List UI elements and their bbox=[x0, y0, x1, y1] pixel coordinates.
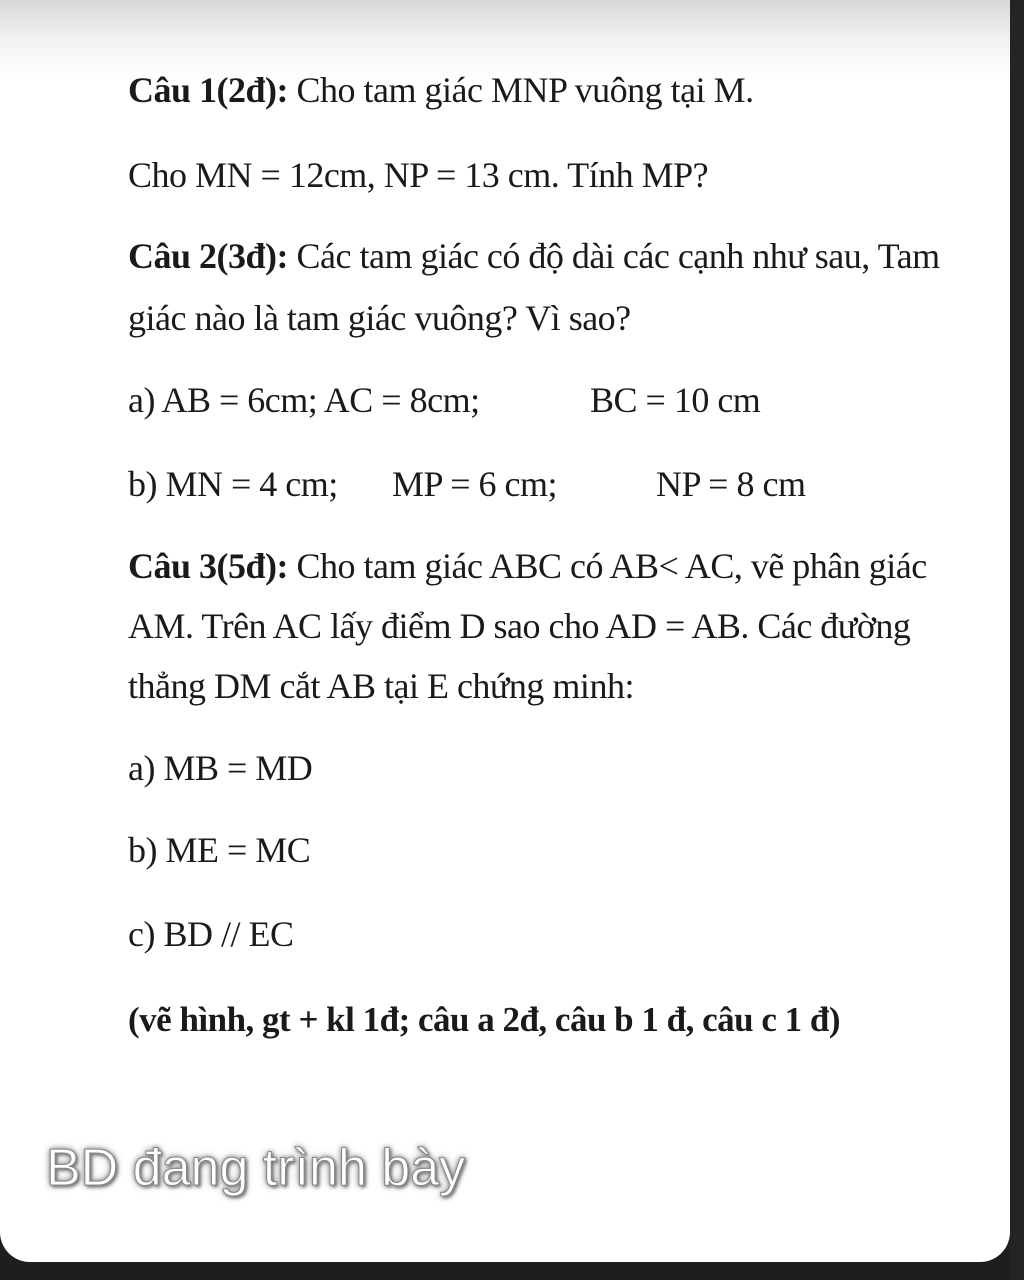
q2-line1 bbox=[128, 236, 940, 276]
q3-item-c: c) BD // EC bbox=[128, 914, 294, 954]
q2-item-b bbox=[128, 464, 958, 504]
q2-b-part2: MP = 6 cm; bbox=[392, 464, 557, 504]
q2-line2: giác nào là tam giác vuông? Vì sao? bbox=[128, 298, 631, 338]
presenter-overlay-caption: BD đang trình bày bbox=[46, 1139, 466, 1197]
q3-item-a: a) MB = MD bbox=[128, 748, 313, 788]
q1-line1 bbox=[128, 70, 754, 110]
q3-text: Cho tam giác ABC có AB< AC, vẽ phân giác bbox=[288, 546, 927, 586]
q3-label: Câu 3(5đ): bbox=[128, 546, 289, 586]
q2-item-a bbox=[128, 380, 958, 420]
q3-item-b: b) ME = MC bbox=[128, 830, 311, 870]
q2-a-part1: a) AB = 6cm; AC = 8cm; bbox=[128, 380, 480, 420]
q2-a-part2: BC = 10 cm bbox=[590, 380, 761, 420]
q1-text: Cho tam giác MNP vuông tại M. bbox=[288, 70, 754, 110]
scoring-note: (vẽ hình, gt + kl 1đ; câu a 2đ, câu b 1 đ, câu c 1 đ) bbox=[128, 1000, 841, 1039]
right-edge-bar bbox=[1010, 0, 1024, 1280]
q2-text: Các tam giác có độ dài các cạnh như sau, Tam bbox=[288, 236, 940, 276]
q2-b-part1: b) MN = 4 cm; bbox=[128, 464, 338, 504]
q2-b-part3: NP = 8 cm bbox=[656, 464, 806, 504]
q2-label: Câu 2(3đ): bbox=[128, 236, 289, 276]
q1-label: Câu 1(2đ): bbox=[128, 70, 289, 110]
q3-line2: AM. Trên AC lấy điểm D sao cho AD = AB. Các đường bbox=[128, 606, 911, 646]
q1-line2: Cho MN = 12cm, NP = 13 cm. Tính MP? bbox=[128, 155, 709, 195]
q3-line1 bbox=[128, 546, 927, 586]
q3-line3: thẳng DM cắt AB tại E chứng minh: bbox=[128, 666, 634, 706]
